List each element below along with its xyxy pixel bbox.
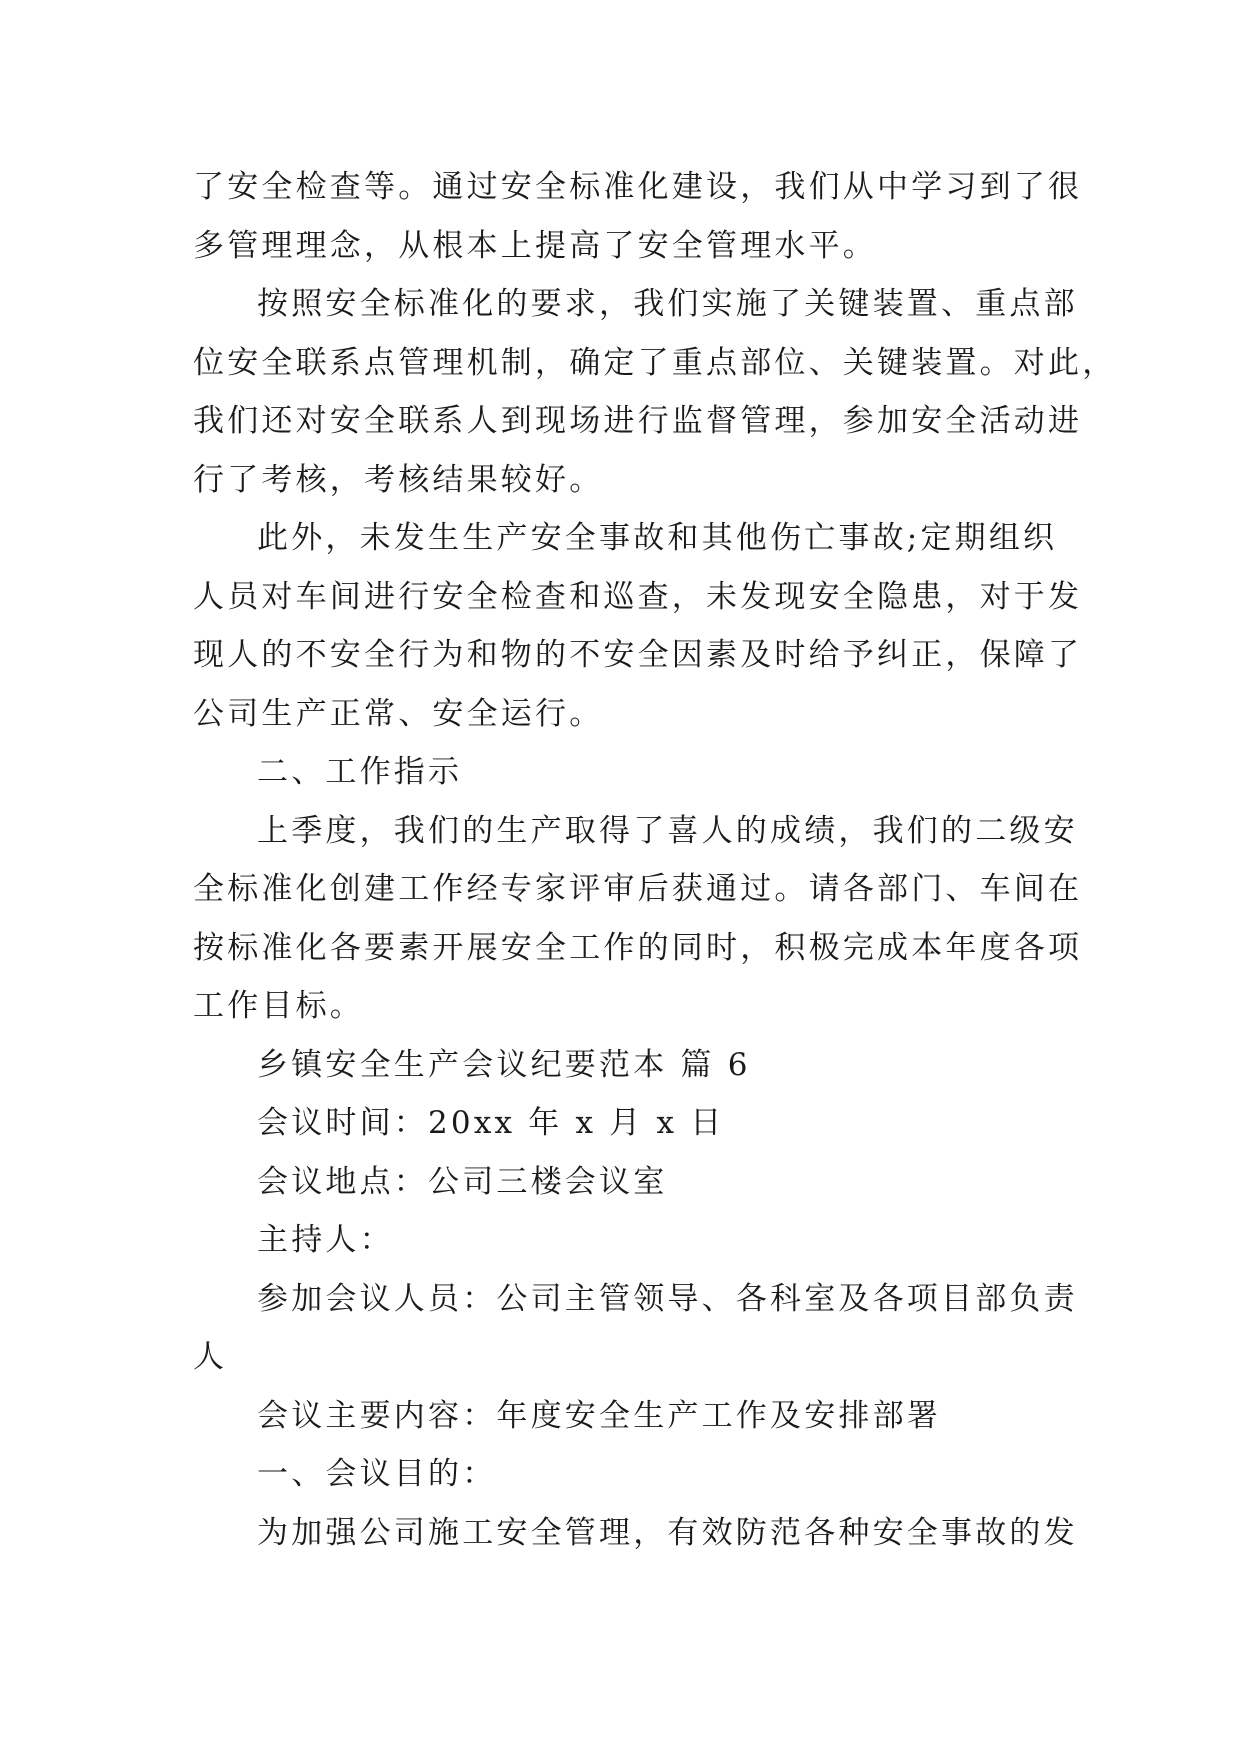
- paragraph-line: 我们还对安全联系人到现场进行监督管理，参加安全活动进: [193, 403, 1083, 439]
- paragraph-line: 上季度，我们的生产取得了喜人的成绩，我们的二级安: [257, 812, 1078, 849]
- meeting-host: 主持人：: [257, 1222, 394, 1258]
- paragraph-line: 按标准化各要素开展安全工作的同时，积极完成本年度各项: [193, 929, 1083, 966]
- meeting-attendees-continued: 人: [193, 1339, 228, 1375]
- meeting-content: 会议主要内容：年度安全生产工作及安排部署: [257, 1397, 941, 1434]
- paragraph-line: 多管理理念，从根本上提高了安全管理水平。: [193, 227, 877, 264]
- paragraph-line: 工作目标。: [193, 988, 364, 1024]
- paragraph-line: 人员对车间进行安全检查和巡查，未发现安全隐患，对于发: [193, 578, 1083, 615]
- meeting-location: 会议地点：公司三楼会议室: [257, 1163, 668, 1200]
- document-body: [193, 158, 1117, 1562]
- section-heading: 二、工作指示: [257, 754, 463, 790]
- paragraph-line: 为加强公司施工安全管理，有效防范各种安全事故的发: [257, 1514, 1078, 1551]
- paragraph-line: 此外，未发生生产安全事故和其他伤亡事故;定期组织: [257, 520, 1058, 556]
- meeting-attendees: 参加会议人员：公司主管领导、各科室及各项目部负责: [257, 1280, 1078, 1317]
- paragraph-line: 公司生产正常、安全运行。: [193, 695, 604, 732]
- section-heading: 一、会议目的：: [257, 1456, 497, 1492]
- paragraph-line: 全标准化创建工作经专家评审后获通过。请各部门、车间在: [193, 871, 1083, 907]
- article-title: 乡镇安全生产会议纪要范本 篇 6: [257, 1046, 751, 1083]
- paragraph-line: 按照安全标准化的要求，我们实施了关键装置、重点部: [257, 286, 1078, 322]
- paragraph-line: 了安全检查等。通过安全标准化建设，我们从中学习到了很: [193, 169, 1083, 205]
- paragraph-line: 现人的不安全行为和物的不安全因素及时给予纠正，保障了: [193, 637, 1083, 673]
- paragraph-line: 行了考核，考核结果较好。: [193, 461, 604, 498]
- meeting-time: 会议时间：20xx 年 x 月 x 日: [257, 1105, 725, 1141]
- paragraph-line: 位安全联系点管理机制，确定了重点部位、关键装置。对此，: [193, 344, 1117, 381]
